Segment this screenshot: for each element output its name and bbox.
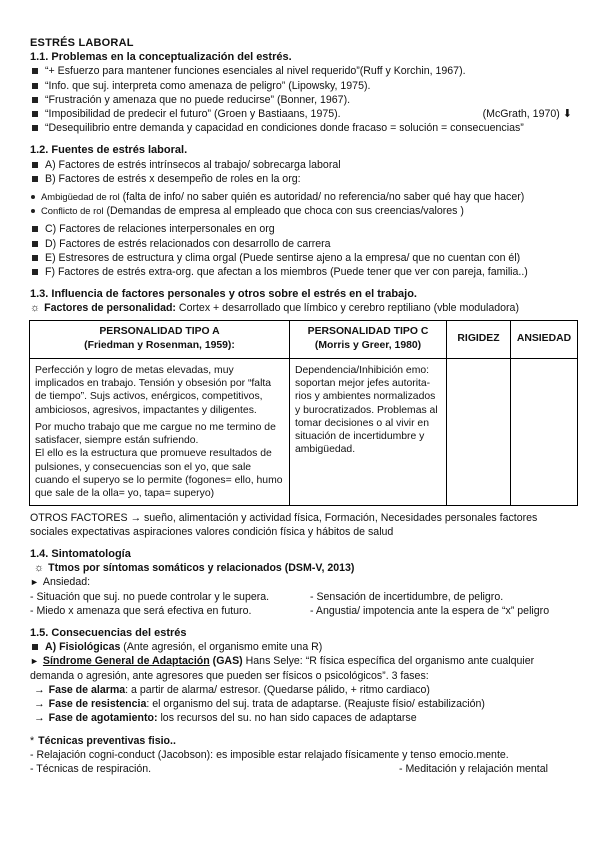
list-item: “Frustración y amenaza que no puede reducirse” (Bonner, 1967). — [30, 93, 578, 107]
square-bullet-icon — [32, 644, 38, 650]
technique-line: - Técnicas de respiración. - Meditación y relajación mental — [30, 762, 548, 775]
section-heading-1-2: 1.2. Fuentes de estrés laboral. — [30, 144, 188, 157]
dot-bullet-icon — [31, 209, 35, 213]
list-item: A) Fisiológicas (Ante agresión, el organismo emite una R) — [30, 640, 578, 654]
square-bullet-icon — [32, 162, 38, 168]
document-title: ESTRÉS LABORAL — [30, 37, 134, 49]
arrow-down-icon: ⬇ — [562, 108, 572, 121]
table-header-type-a: PERSONALIDAD TIPO A (Friedman y Rosenman, 1959): — [30, 320, 290, 358]
list-item: “Desequilibrio entre demanda y capacidad en condiciones donde fracaso = solución = consecuencias” — [30, 121, 578, 135]
triangle-right-icon: ► — [30, 656, 39, 667]
section-heading-1-3: 1.3. Influencia de factores personales y otros sobre el estrés en el trabajo. — [30, 288, 417, 301]
somatic-subheading: ☼ Ttmos por síntomas somáticos y relacionados (DSM-V, 2013) — [34, 562, 355, 575]
personality-table — [29, 320, 578, 506]
triangle-right-icon: ► — [30, 577, 39, 588]
square-bullet-icon — [32, 125, 38, 131]
square-bullet-icon — [32, 269, 38, 275]
arrow-right-icon: → — [34, 712, 45, 725]
list-item: A) Factores de estrés intrínsecos al trabajo/ sobrecarga laboral — [30, 158, 578, 172]
list-item: B) Factores de estrés x desempeño de roles en la org: — [30, 172, 578, 186]
list-item: E) Estresores de estructura y clima orgal (Puede sentirse ajeno a la empresa/ que no cuentan con él) — [30, 251, 578, 265]
technique-line: - Relajación cogni-conduct (Jacobson): es imposible estar relajado físicamente y tenso emocio.mente. — [30, 748, 509, 761]
section-heading-1-1: 1.1. Problemas en la conceptualización del estrés. — [30, 51, 292, 64]
phase-item: → Fase de alarma: a partir de alarma/ estresor. (Quedarse pálido, + ritmo cardiaco) — [34, 683, 430, 696]
sun-icon: ☼ — [30, 302, 41, 315]
citation-mcgrath: (McGrath, 1970) — [482, 108, 560, 121]
list-item: Conflicto de rol (Demandas de empresa al empleado que choca con sus creencias/valores ) — [30, 204, 578, 218]
symptom-row: - Miedo x amenaza que será efectiva en futuro. - Angustia/ impotencia ante la espera de “x” peligro — [30, 604, 550, 617]
phase-item: → Fase de agotamiento: los recursos del su. no han sido capaces de adaptarse — [34, 712, 417, 725]
square-bullet-icon — [32, 255, 38, 261]
square-bullet-icon — [32, 241, 38, 247]
arrow-right-icon: → — [34, 698, 45, 711]
table-header-type-c: PERSONALIDAD TIPO C (Morris y Greer, 1980) — [290, 320, 447, 358]
list-item: “+ Esfuerzo para mantener funciones esenciales al nivel requerido”(Ruff y Korchin, 1967). — [30, 64, 578, 78]
ansiedad-label: ► Ansiedad: — [30, 576, 91, 589]
square-bullet-icon — [32, 176, 38, 182]
list-item: Ambigüedad de rol (falta de info/ no saber quién es autoridad/ no referencia/no saber qué hay que hacer) — [30, 190, 578, 204]
table-header-ansiedad: ANSIEDAD — [511, 320, 578, 358]
arrow-right-icon: → — [34, 683, 45, 696]
section-heading-1-5: 1.5. Consecuencias del estrés — [30, 627, 187, 640]
table-header-rigidez: RIGIDEZ — [447, 320, 511, 358]
list-item: F) Factores de estrés extra-org. que afectan a los miembros (Puede tener que ver con pareja, familia..) — [30, 265, 578, 279]
table-cell-type-a: Perfección y logro de metas elevadas, muy implicados en trabajo. Tensión y obsesión por “falta de tiempo”. Sujs activos, enérgicos, competitivos, ambiciosos, agresivos, impactantes y diligentes. Por mucho trabajo que me cargue no me termino de satisfacer, siempre están sufriendo. El ello es la estructura que promueve resultados de pulsiones, y consecuencias son el yo, que sale cuando el superyo se lo permite (fogones= ello, humo que sale de la olla= yo, tapa= superyo) — [30, 358, 290, 505]
square-bullet-icon — [32, 97, 38, 103]
square-bullet-icon — [32, 83, 38, 89]
techniques-heading: * Técnicas preventivas fisio.. — [30, 734, 176, 747]
table-cell-rigidez — [447, 358, 511, 505]
personality-factors-line: ☼ Factores de personalidad: Cortex + desarrollado que límbico y cerebro reptiliano (vble moduladora) — [30, 302, 519, 315]
square-bullet-icon — [32, 226, 38, 232]
symptom-row: - Situación que suj. no puede controlar y le supera. - Sensación de incertidumbre, de peligro. — [30, 590, 504, 603]
document-page — [30, 36, 578, 776]
other-factors-text: OTROS FACTORES → sueño, alimentación y actividad física, Formación, Necesidades personales factores sociales expectativas aspiraciones valores condición física y hábitos de salud — [30, 511, 538, 538]
list-item: D) Factores de estrés relacionados con desarrollo de carrera — [30, 237, 578, 251]
list-item: “Info. que suj. interpreta como amenaza de peligro” (Lipowsky, 1975). — [30, 79, 578, 93]
square-bullet-icon — [32, 111, 38, 117]
square-bullet-icon — [32, 68, 38, 74]
table-cell-type-c: Dependencia/Inhibición emo: soportan mejor jefes autorita-rios y ambientes normalizados y burocratizados. Problemas al tomar decisiones o al vivir en situación de incertidumbre y ambigüedad. — [290, 358, 447, 505]
section-heading-1-4: 1.4. Sintomatología — [30, 548, 131, 561]
sga-paragraph: ► Síndrome General de Adaptación (GAS) Hans Selye: “R física específica del organismo ante cualquier demanda o agresión, ante agresores que pueden ser físicos o psicológicos”. 3 fases: — [30, 655, 535, 682]
phase-item: → Fase de resistencia: el organismo del suj. trata de adaptarse. (Reajuste físio/ estabilización) — [34, 698, 485, 711]
list-item: “Imposibilidad de predecir el futuro” (Groen y Bastiaans, 1975). (McGrath, 1970) ⬇ — [30, 107, 578, 121]
dot-bullet-icon — [31, 195, 35, 199]
table-cell-ansiedad — [511, 358, 578, 505]
list-item: C) Factores de relaciones interpersonales en org — [30, 222, 578, 236]
sun-icon: ☼ — [34, 562, 45, 575]
